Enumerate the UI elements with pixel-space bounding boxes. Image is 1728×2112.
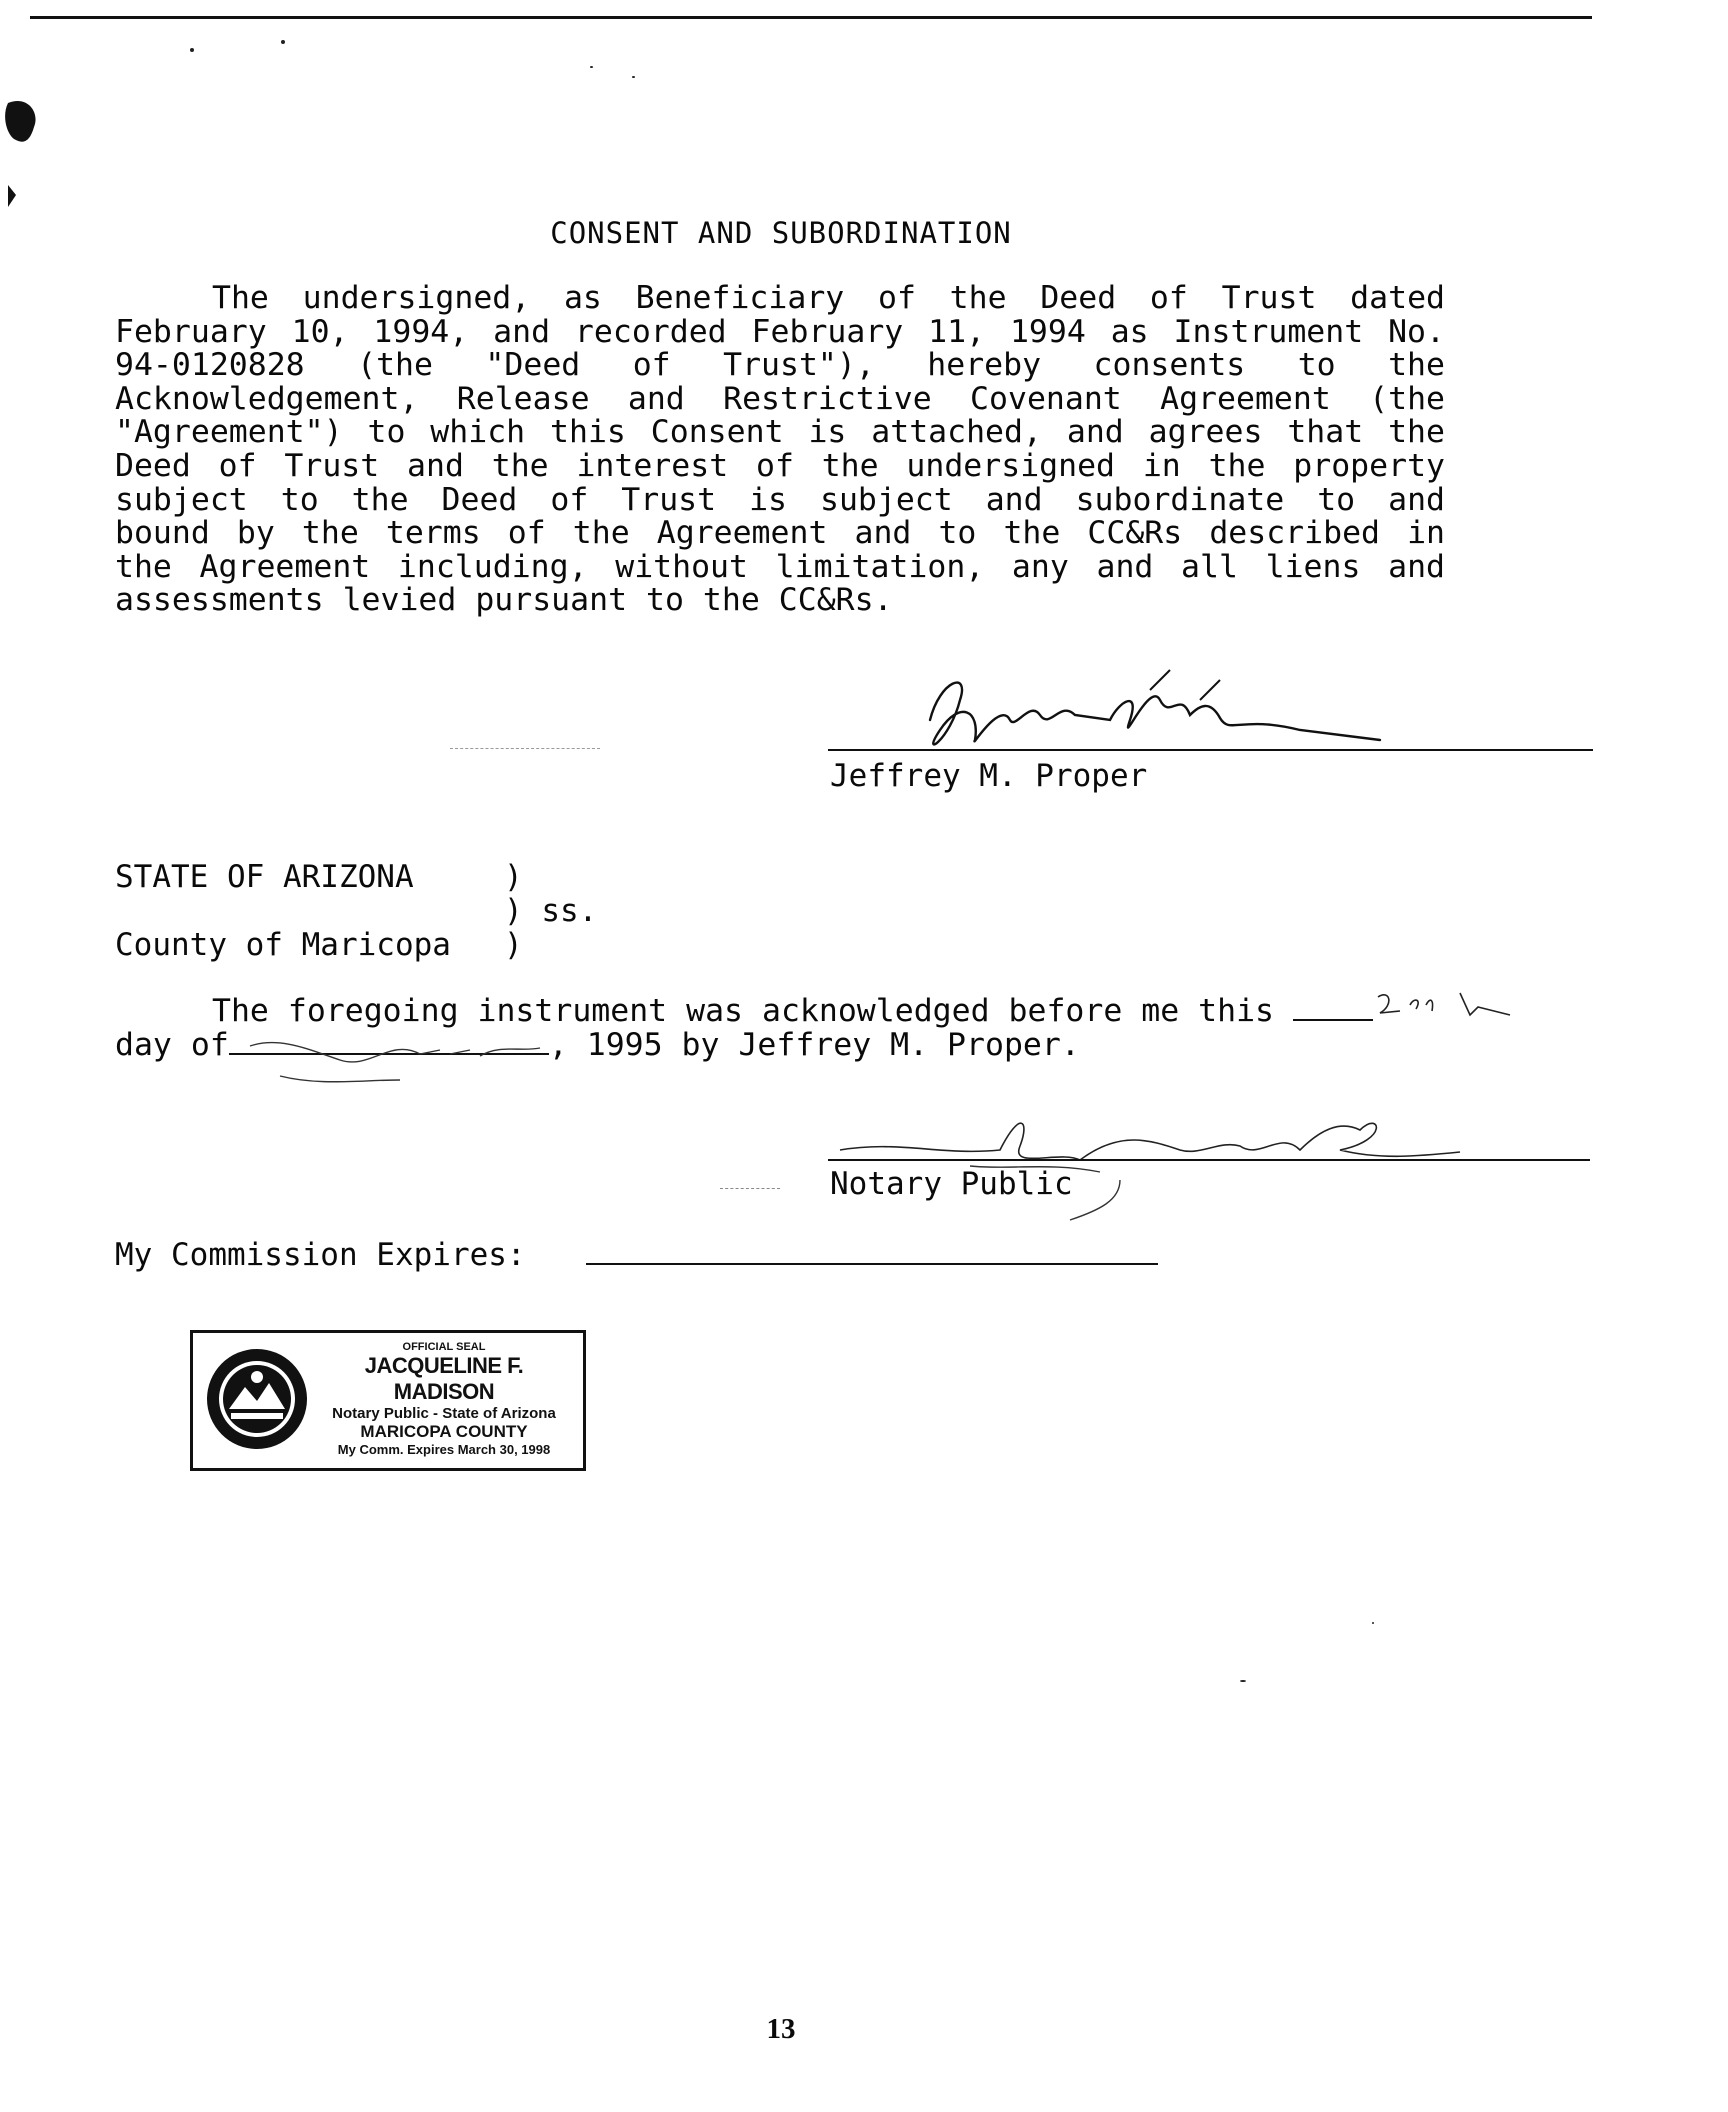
seal-line-official: OFFICIAL SEAL xyxy=(402,1341,486,1353)
signature-line xyxy=(828,749,1593,751)
venue-paren: ) xyxy=(504,927,523,963)
seal-text xyxy=(313,1341,575,1457)
paragraph-line: 94-0120828 (the "Deed of Trust"), hereby consents to the xyxy=(115,347,1445,384)
paragraph-line: February 10, 1994, and recorded February 11, 1994 as Instrument No. xyxy=(115,313,1445,350)
notary-public-label: Notary Public xyxy=(830,1166,1073,1202)
binder-hole-mark xyxy=(0,95,70,215)
paragraph-line: Acknowledgement, Release and Restrictive Covenant Agreement (the xyxy=(115,380,1445,417)
day-of-label: day of xyxy=(115,1027,229,1063)
paragraph-line: assessments levied pursuant to the CC&Rs. xyxy=(115,582,893,619)
consent-paragraph xyxy=(115,282,1445,618)
notary-signature-line xyxy=(828,1159,1590,1161)
seal-line-name: JACQUELINE F. MADISON xyxy=(364,1353,524,1404)
document-title: CONSENT AND SUBORDINATION xyxy=(550,216,1012,250)
venue-block xyxy=(115,859,598,963)
ack-line-1 xyxy=(115,994,1515,1028)
commission-expires-blank xyxy=(586,1263,1158,1265)
top-rule xyxy=(30,16,1592,19)
official-seal-stamp xyxy=(190,1330,586,1471)
year-by-text: , 1995 by Jeffrey M. Proper. xyxy=(548,1027,1080,1063)
arizona-state-seal-emblem xyxy=(205,1347,309,1451)
commission-expires-label: My Commission Expires: xyxy=(115,1237,526,1273)
signatory-name: Jeffrey M. Proper xyxy=(830,758,1148,794)
ss-label: ) ss. xyxy=(504,893,598,929)
ack-text: The foregoing instrument was acknowledged before me this xyxy=(212,993,1275,1029)
handwritten-signature xyxy=(900,660,1400,770)
day-blank xyxy=(1293,1019,1373,1021)
venue-paren: ) xyxy=(504,859,523,895)
venue-row-state xyxy=(115,859,523,895)
seal-line-county: MARICOPA COUNTY xyxy=(360,1422,528,1441)
county-label: County of Maricopa xyxy=(115,927,451,963)
notary-dotted-lead xyxy=(720,1188,780,1189)
handwritten-month xyxy=(240,1030,570,1090)
scan-speck xyxy=(1240,1680,1246,1682)
paragraph-line: Deed of Trust and the interest of the undersigned in the property xyxy=(115,447,1445,484)
venue-row-ss xyxy=(115,893,598,929)
scan-speck xyxy=(281,40,285,44)
scan-speck xyxy=(190,48,194,52)
scan-speck xyxy=(590,66,593,68)
seal-line-expiry: My Comm. Expires March 30, 1998 xyxy=(337,1442,551,1457)
paragraph-line: the Agreement including, without limitation, any and all liens and xyxy=(115,548,1445,585)
paragraph-line: subject to the Deed of Trust is subject and subordinate to and xyxy=(115,481,1445,518)
paragraph-line: "Agreement") to which this Consent is attached, and agrees that the xyxy=(115,414,1445,451)
scan-speck xyxy=(1372,1622,1374,1624)
scan-speck xyxy=(632,76,635,78)
seal-line-title: Notary Public - State of Arizona xyxy=(332,1405,556,1422)
state-label: STATE OF ARIZONA xyxy=(115,859,414,895)
page-number: 13 xyxy=(766,2013,796,2045)
signature-dotted-lead xyxy=(450,748,600,749)
paragraph-line: bound by the terms of the Agreement and to the CC&Rs described in xyxy=(115,515,1445,552)
paragraph-line: The undersigned, as Beneficiary of the Deed of Trust dated xyxy=(212,280,1445,316)
handwritten-day xyxy=(1370,985,1530,1025)
venue-row-county xyxy=(115,927,523,963)
